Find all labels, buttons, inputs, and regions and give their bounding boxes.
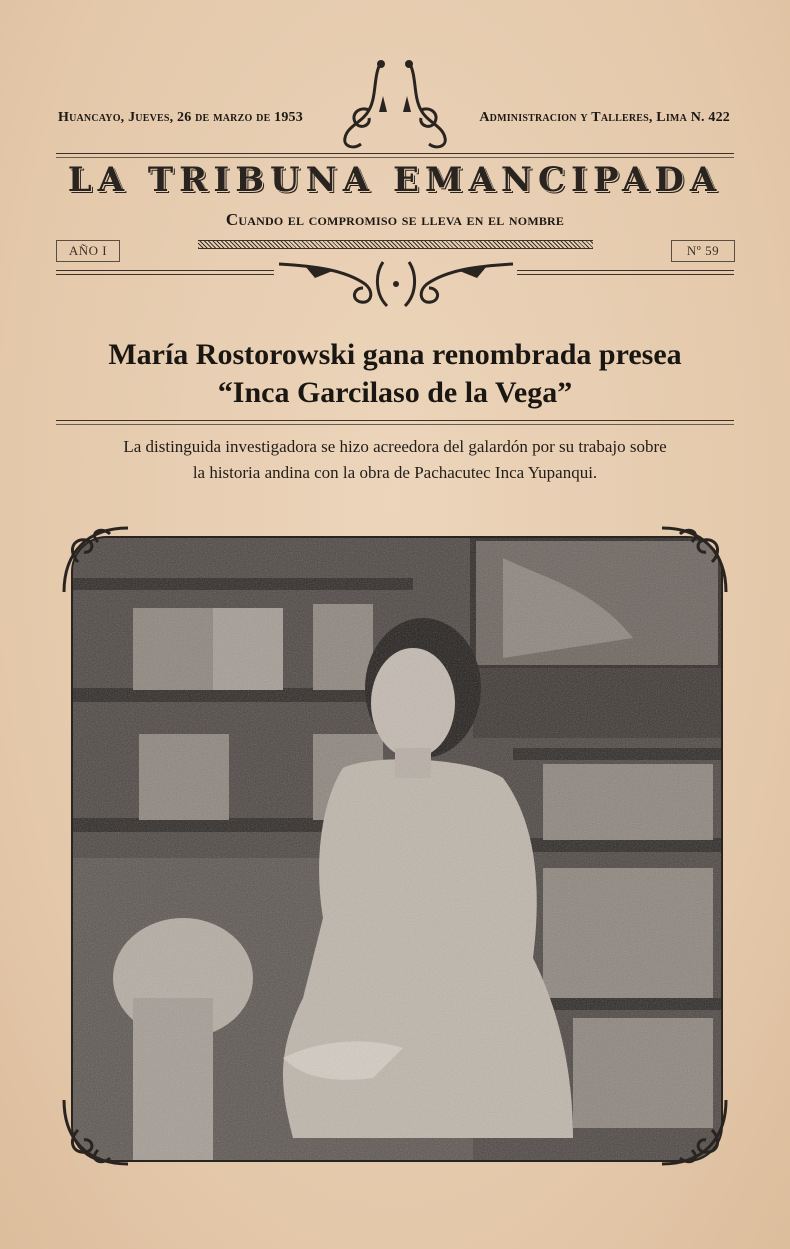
headline-rule-thin <box>56 424 734 425</box>
hatched-divider <box>198 240 593 249</box>
headline-line-2: “Inca Garcilaso de la Vega” <box>217 376 573 409</box>
masthead-rule-right <box>517 270 734 271</box>
corner-ornament-icon <box>652 522 732 602</box>
subhead-line-1: La distinguida investigadora se hizo acreedora del galardón por su trabajo sobre <box>123 437 667 456</box>
masthead-rule-right-thin <box>517 274 734 275</box>
article-subhead <box>40 434 750 486</box>
dateline: Huancayo, Jueves, 26 de marzo de 1953 <box>58 110 303 125</box>
masthead-slogan: Cuando el compromiso se lleva en el nombre <box>225 210 565 229</box>
headline-line-1: María Rostorowski gana renombrada presea <box>108 338 682 371</box>
subhead-line-2: la historia andina con la obra de Pachacutec Inca Yupanqui. <box>192 463 598 482</box>
issue-number-badge: Nº 59 <box>671 240 735 262</box>
article-photo <box>71 536 723 1162</box>
top-rule <box>56 153 734 154</box>
top-scroll-ornament-icon <box>333 56 457 152</box>
photo-illustration <box>73 538 721 1160</box>
masthead-title: LA TRIBUNA EMANCIPADA <box>67 160 723 200</box>
corner-ornament-icon <box>58 1090 138 1170</box>
flourish-ornament-icon <box>275 256 517 310</box>
top-rule-thin <box>56 157 734 158</box>
corner-ornament-icon <box>58 522 138 602</box>
year-badge: AÑO I <box>56 240 120 262</box>
corner-ornament-icon <box>652 1090 732 1170</box>
masthead-rule-left-thin <box>56 274 274 275</box>
admin-address: Administracion y Talleres, Lima N. 422 <box>479 110 730 125</box>
article-headline <box>0 336 790 412</box>
headline-rule <box>56 420 734 421</box>
masthead-rule-left <box>56 270 274 271</box>
